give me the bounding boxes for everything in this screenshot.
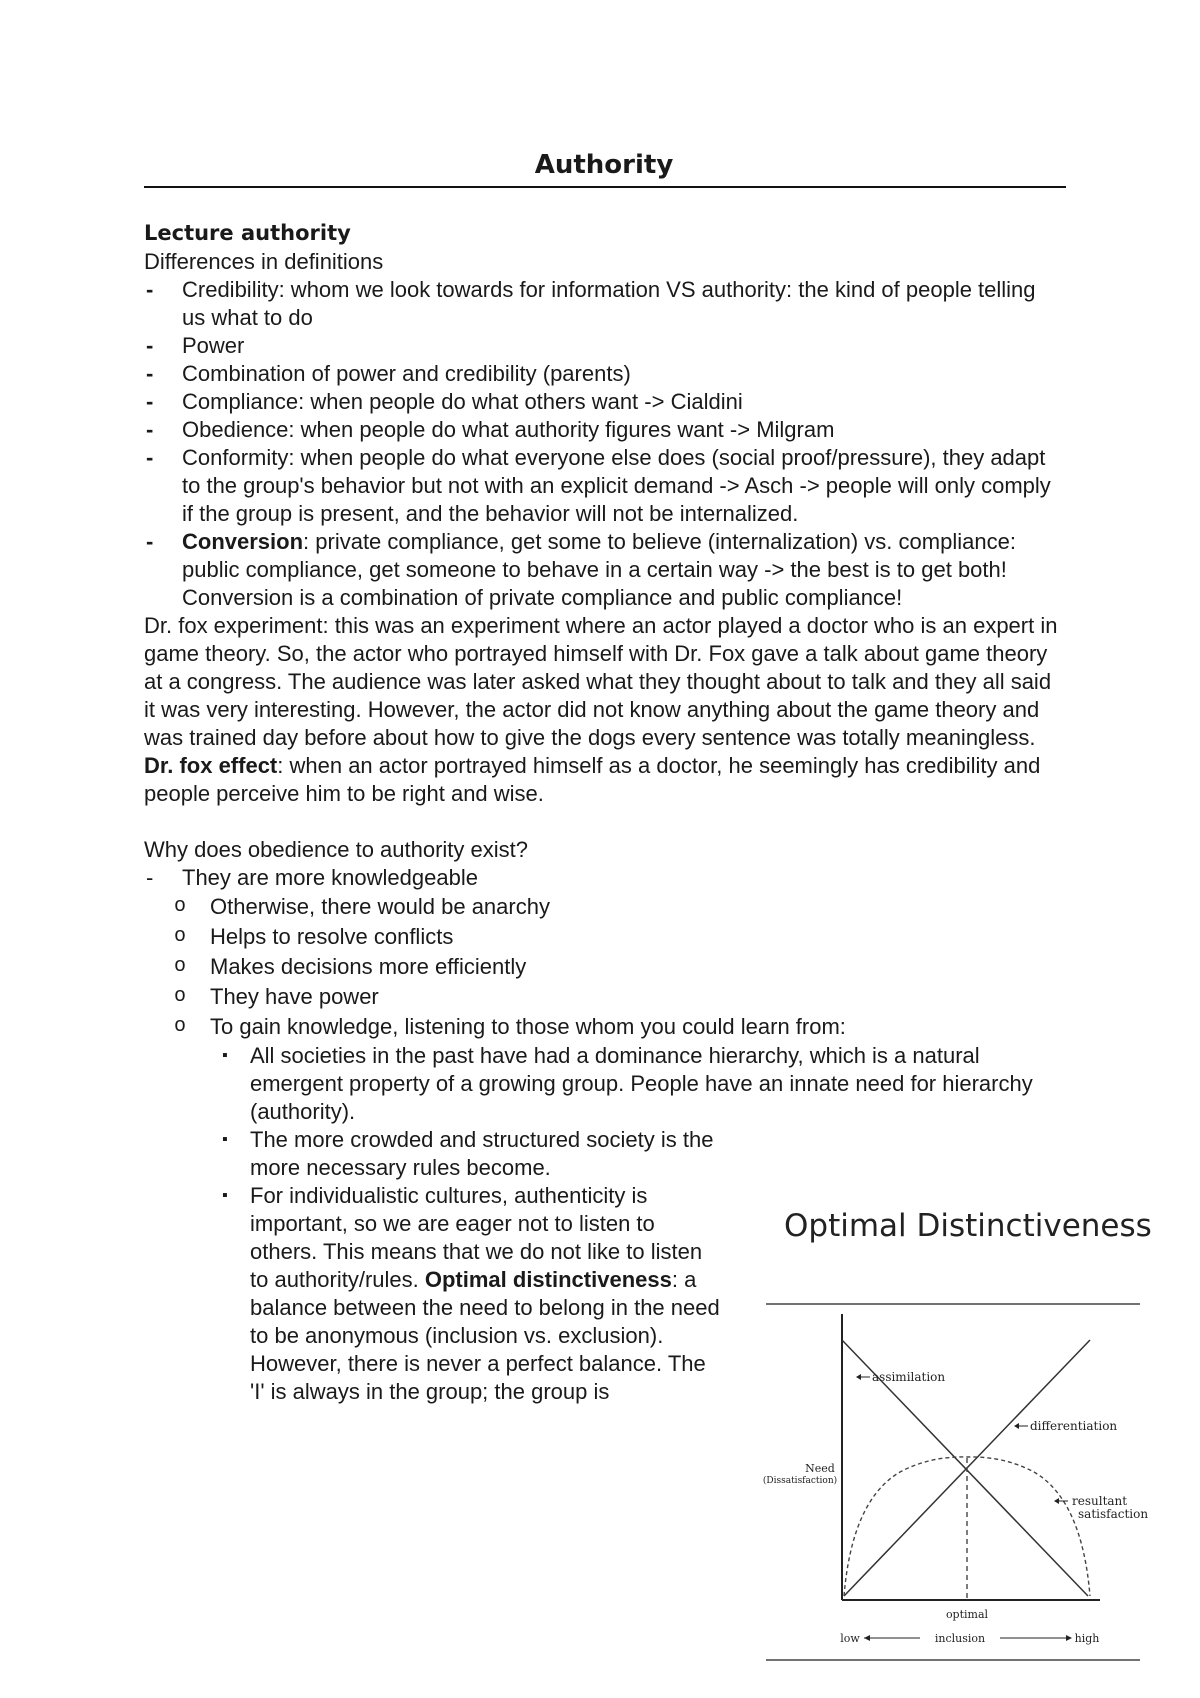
list-item: o They have power <box>172 982 1064 1012</box>
differentiation-label: differentiation <box>1030 1419 1118 1433</box>
section-heading: Lecture authority <box>144 221 351 245</box>
x-inclusion-label: inclusion <box>934 1632 986 1645</box>
definitions-list <box>144 276 1064 612</box>
list-item: ▪ For individualistic cultures, authenticity is important, so we are eager not to listen to others. This means that we do not like to listen to authority/rules. Optimal distinctiveness: a balance between the need to belong in the need to be anonymous (inclusion vs. exclusion). However, there is never a perfect balance. The 'I' is always in the group; the group is <box>212 1182 720 1406</box>
x-low-label: low <box>840 1632 860 1645</box>
y-axis-sublabel: (Dissatisfaction) <box>762 1476 838 1486</box>
page-title: Authority <box>534 150 674 180</box>
optimal-distinctiveness-figure <box>760 1200 1180 1680</box>
title-rule <box>144 186 1066 188</box>
satisfaction-label: satisfaction <box>1078 1507 1149 1521</box>
list-item: - Obedience: when people do what authority figures want -> Milgram <box>144 416 1064 444</box>
y-axis-label: Need <box>805 1462 835 1475</box>
list-item: - Compliance: when people do what others want -> Cialdini <box>144 388 1064 416</box>
x-high-label: high <box>1074 1632 1100 1645</box>
assimilation-label: assimilation <box>872 1370 946 1384</box>
list-item: - Combination of power and credibility (parents) <box>144 360 1064 388</box>
drfox-effect-paragraph: Dr. fox effect: when an actor portrayed himself as a doctor, he seemingly has credibility and people perceive him to be right and wise. <box>144 753 1041 806</box>
list-item: o Otherwise, there would be anarchy <box>172 892 1064 922</box>
list-item: - Credibility: whom we look towards for information VS authority: the kind of people telling us what to do <box>144 276 1064 332</box>
list-item: - Conversion: private compliance, get some to believe (internalization) vs. compliance: public compliance, get someone to behave in a certain way -> the best is to get both! Conversion is a combination of private compliance and public compliance! <box>144 528 1064 612</box>
list-item: o Makes decisions more efficiently <box>172 952 1064 982</box>
list-item: ▪ All societies in the past have had a dominance hierarchy, which is a natural emergent property of a growing group. People have an innate need for hierarchy (authority). <box>212 1042 1064 1126</box>
optimal-label: optimal <box>945 1608 989 1621</box>
resultant-label: resultant <box>1072 1494 1128 1508</box>
figure-title: Optimal Distinctiveness <box>784 1208 1152 1244</box>
list-item: ▪ The more crowded and structured society is the more necessary rules become. <box>212 1126 720 1182</box>
list-item: - They are more knowledgeable o Otherwise, there would be anarchy o Helps to resolve conflicts o Makes decisions more efficiently o They have power o To gain knowledge, listening to those whom you could learn from: ▪ All societies in the past have had a dominance hierarchy, which is a natural emergent property of a growing group. People have an innate need for hierarchy (authority). ▪ The more crowded and structured society is the more necessary rules become. ▪ For individualistic cultures, authenticity is important, so we are eager not to listen to others. This means that we do not like to listen to authority/rules. Optimal distinctiveness: a balance between the need to belong in the need to be anonymous (inclusion vs. exclusion). However, there is never a perfect balance. The 'I' is always in the group; the group is <box>144 864 1064 1406</box>
list-item: o Helps to resolve conflicts <box>172 922 1064 952</box>
definitions-intro: Differences in definitions <box>144 249 384 274</box>
why-question: Why does obedience to authority exist? <box>144 837 529 862</box>
list-item: - Power <box>144 332 1064 360</box>
drfox-experiment-paragraph: Dr. fox experiment: this was an experiment where an actor played a doctor who is an expert in game theory. So, the actor who portrayed himself with Dr. Fox gave a talk about game theory at a congress. The audience was later asked what they thought about to talk and they all said it was very interesting. However, the actor did not know anything about the game theory and was trained day before about how to give the dogs every sentence was totally meaningless. <box>144 613 1058 750</box>
list-item: - Conformity: when people do what everyone else does (social proof/pressure), they adapt to the group's behavior but not with an explicit demand -> Asch -> people will only comply if the group is present, and the behavior will not be internalized. <box>144 444 1064 528</box>
list-item: o To gain knowledge, listening to those whom you could learn from: ▪ All societies in the past have had a dominance hierarchy, which is a natural emergent property of a growing group. People have an innate need for hierarchy (authority). ▪ The more crowded and structured society is the more necessary rules become. ▪ For individualistic cultures, authenticity is important, so we are eager not to listen to others. This means that we do not like to listen to authority/rules. Optimal distinctiveness: a balance between the need to belong in the need to be anonymous (inclusion vs. exclusion). However, there is never a perfect balance. The 'I' is always in the group; the group is <box>172 1012 1064 1406</box>
figure-diagram <box>760 1200 1180 1680</box>
